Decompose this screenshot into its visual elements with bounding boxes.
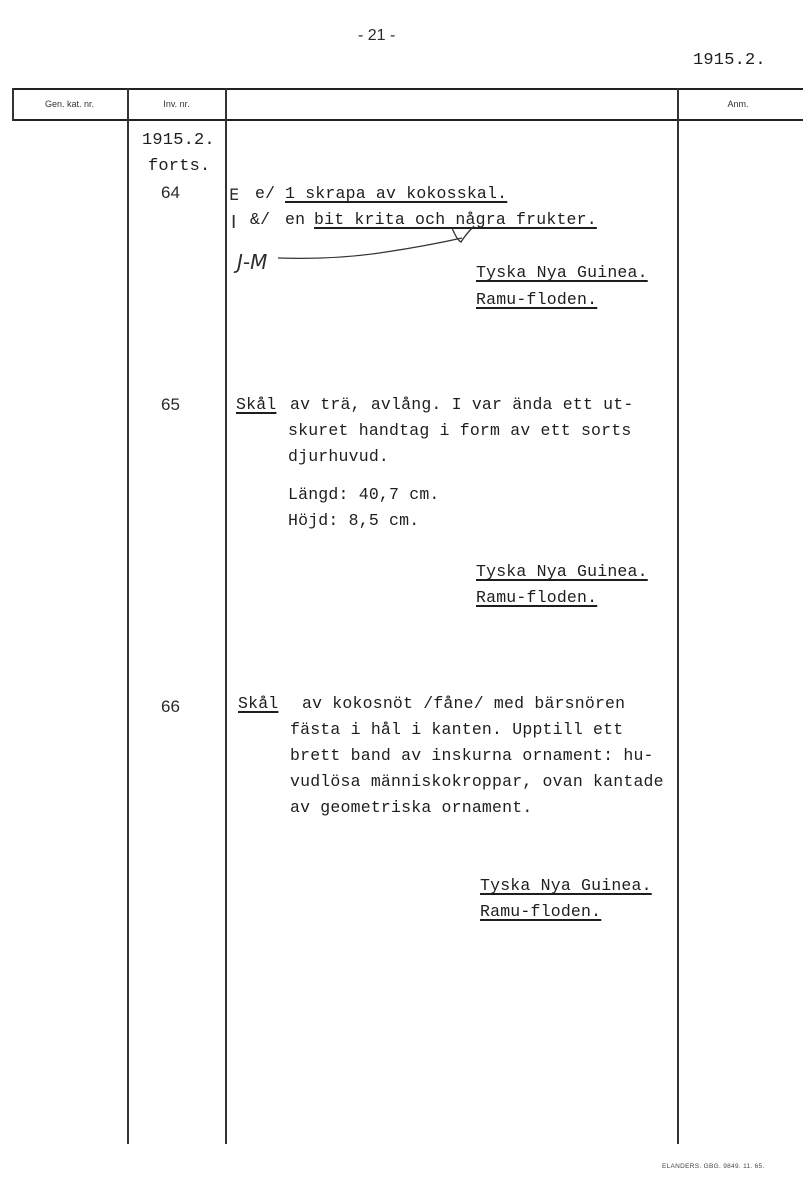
accession-number-top: 1915.2.: [693, 51, 766, 70]
handwritten-marker-e: E: [229, 185, 240, 204]
printer-imprint: ELANDERS. GBG. 9849. 11. 65.: [662, 1163, 765, 1170]
handwritten-marker-i: I: [231, 212, 237, 233]
entry-64-line-2-start: en: [285, 210, 306, 229]
handwritten-initials: J-M: [237, 250, 268, 274]
entry-65-origin-2: Ramu-floden.: [476, 588, 598, 607]
entry-66-line-1: av kokosnöt /fåne/ med bärsnören: [302, 694, 626, 713]
entry-65-length: Längd: 40,7 cm.: [288, 485, 440, 504]
entry-66-origin-1: Tyska Nya Guinea.: [480, 876, 652, 895]
header-bottom-rule: [12, 119, 803, 121]
entry-65-line-1: av trä, avlång. I var ända ett ut-: [290, 395, 634, 414]
page-number: - 21 -: [358, 27, 396, 44]
entry-64-prefix-1: e/: [255, 184, 276, 203]
entry-66-line-4: vudlösa människokroppar, ovan kantade: [290, 772, 664, 791]
entry-66-title: Skål: [238, 694, 279, 713]
entry-64-line-1: 1 skrapa av kokosskal.: [285, 184, 508, 203]
column-divider-3: [677, 88, 679, 1144]
inv-number-66: 66: [161, 697, 180, 716]
column-header-gen-kat-nr: Gen. kat. nr.: [44, 99, 95, 109]
handwritten-connector-line: [276, 230, 466, 266]
entry-65-height: Höjd: 8,5 cm.: [288, 511, 420, 530]
entry-64-origin-2: Ramu-floden.: [476, 290, 598, 309]
column-divider-1: [127, 88, 129, 1144]
column-divider-2: [225, 88, 227, 1144]
entry-65-title: Skål: [236, 395, 277, 414]
entry-64-origin-1: Tyska Nya Guinea.: [476, 263, 648, 282]
entry-64-prefix-2: &/: [250, 210, 271, 229]
entry-66-origin-2: Ramu-floden.: [480, 902, 602, 921]
table-top-rule: [12, 88, 803, 90]
entry-65-line-3: djurhuvud.: [288, 447, 390, 466]
left-accession: 1915.2.: [142, 131, 215, 150]
inv-number-65: 65: [161, 395, 180, 414]
left-continued: forts.: [148, 157, 211, 176]
entry-65-line-2: skuret handtag i form av ett sorts: [288, 421, 632, 440]
entry-66-line-5: av geometriska ornament.: [290, 798, 533, 817]
entry-64-line-2: bit krita och några frukter.: [314, 210, 597, 229]
inv-number-64: 64: [161, 183, 180, 202]
entry-65-origin-1: Tyska Nya Guinea.: [476, 562, 648, 581]
column-header-anm: Anm.: [727, 99, 749, 109]
entry-66-line-3: brett band av inskurna ornament: hu-: [290, 746, 654, 765]
column-header-inv-nr: Inv. nr.: [163, 99, 190, 109]
entry-66-line-2: fästa i hål i kanten. Upptill ett: [290, 720, 624, 739]
